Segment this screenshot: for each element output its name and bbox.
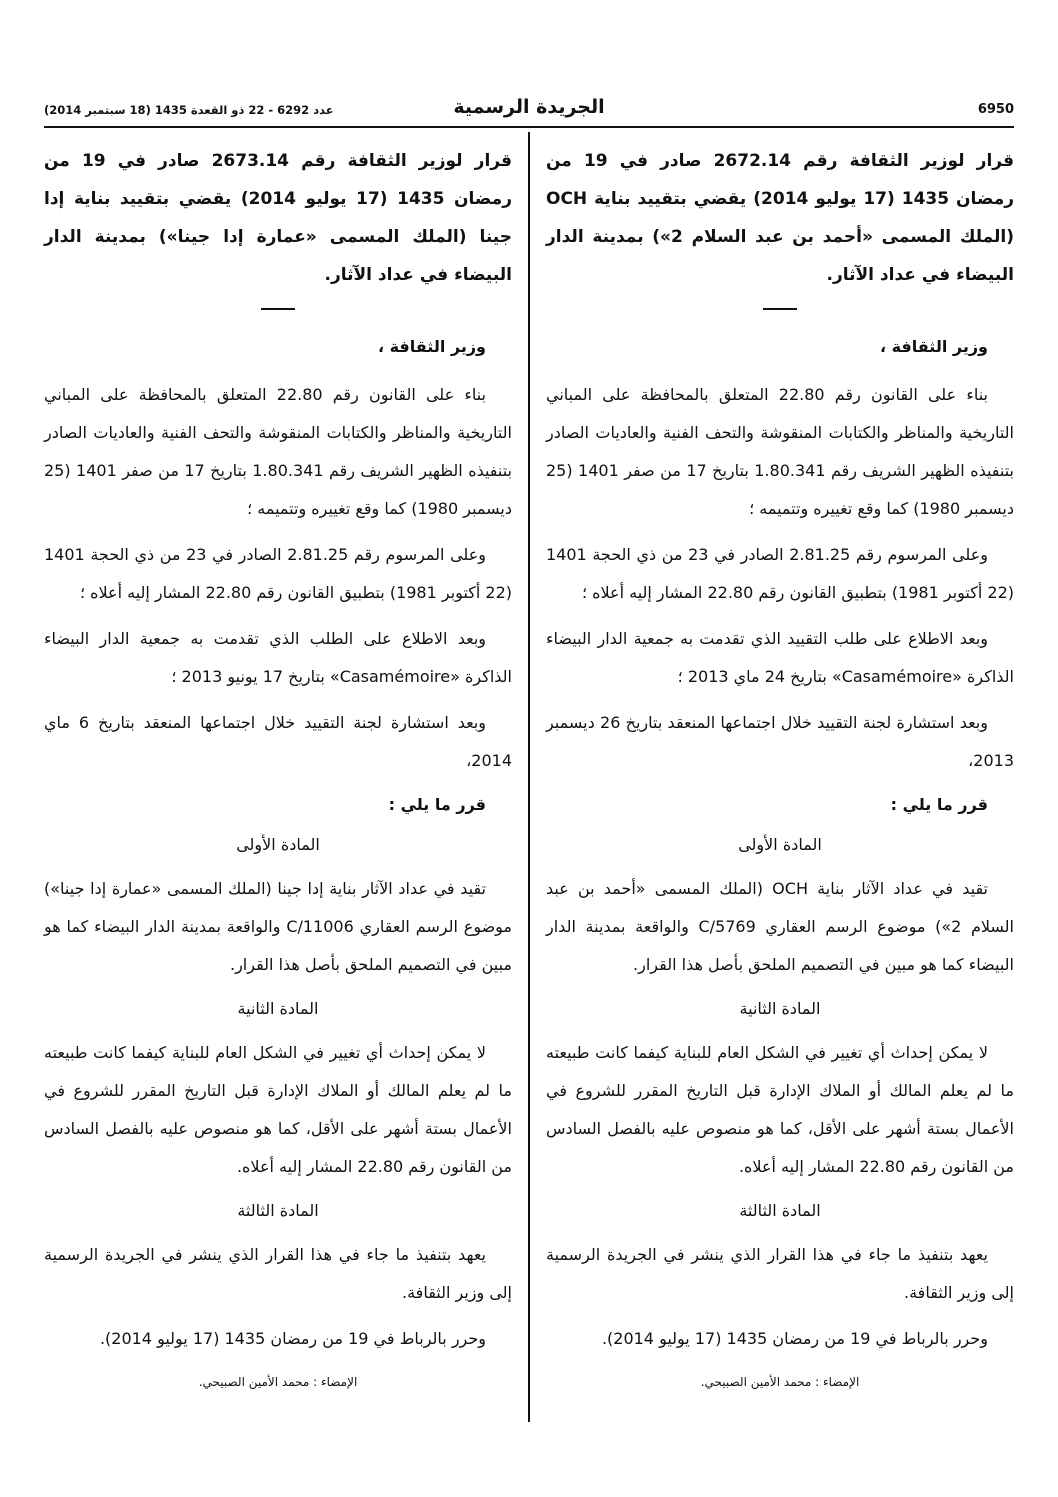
gazette-title: الجريدة الرسمية bbox=[453, 96, 605, 118]
article-2-heading: المادة الثانية bbox=[739, 999, 821, 1018]
recital-2: وعلى المرسوم رقم 2.81.25 الصادر في 23 من ذي الحجة 1401 (22 أكتوبر 1981) بتطبيق القانون رقم 22.80 المشار إليه أعلاه ؛ bbox=[44, 545, 512, 602]
decree-title: قرار لوزير الثقافة رقم 2673.14 صادر في 19 من رمضان 1435 (17 يوليو 2014) يقضي بتقييد بناية إدا جينا (الملك المسمى «عمارة إدا جينا») بمدينة الدار البيضاء في عداد الآثار. bbox=[44, 151, 512, 285]
decree-title: قرار لوزير الثقافة رقم 2672.14 صادر في 19 من رمضان 1435 (17 يوليو 2014) يقضي بتقييد بناية OCH (الملك المسمى «أحمد بن عبد السلام 2») بمدينة الدار البيضاء في عداد الآثار. bbox=[546, 151, 1015, 285]
article-3-heading: المادة الثالثة bbox=[237, 1201, 319, 1220]
title-separator bbox=[763, 308, 797, 310]
date-line: وحرر بالرباط في 19 من رمضان 1435 (17 يوليو 2014). bbox=[601, 1329, 988, 1348]
date-line: وحرر بالرباط في 19 من رمضان 1435 (17 يوليو 2014). bbox=[99, 1329, 486, 1348]
minister-line: وزير الثقافة ، bbox=[377, 337, 486, 356]
signature: الإمضاء : محمد الأمين الصبيحي. bbox=[700, 1375, 860, 1389]
decided-line: قرر ما يلي : bbox=[388, 795, 486, 814]
article-1-text: تقيد في عداد الآثار بناية OCH (الملك المسمى «أحمد بن عبد السلام 2») موضوع الرسم العقاري C/5769 والواقعة بمدينة الدار البيضاء كما هو مبين في التصميم الملحق بأصل هذا القرار. bbox=[546, 879, 1014, 974]
article-2-text: لا يمكن إحداث أي تغيير في الشكل العام للبناية كيفما كانت طبيعته ما لم يعلم المالك أو الملاك الإدارة قبل التاريخ المقرر للشروع في الأعمال بستة أشهر على الأقل، كما هو منصوص عليه بالفصل السادس من القانون رقم 22.80 المشار إليه أعلاه. bbox=[44, 1043, 512, 1176]
decided-line: قرر ما يلي : bbox=[890, 795, 988, 814]
article-3-heading: المادة الثالثة bbox=[739, 1201, 821, 1220]
header-rule bbox=[44, 126, 1014, 128]
recital-3: وبعد الاطلاع على طلب التقييد الذي تقدمت به جمعية الدار البيضاء الذاكرة «Casamémoire» بتاريخ 24 ماي 2013 ؛ bbox=[546, 629, 1014, 686]
article-1-text: تقيد في عداد الآثار بناية إدا جينا (الملك المسمى «عمارة إدا جينا») موضوع الرسم العقاري C/11006 والواقعة بمدينة الدار البيضاء كما هو مبين في التصميم الملحق بأصل هذا القرار. bbox=[44, 879, 513, 974]
article-2-heading: المادة الثانية bbox=[237, 999, 319, 1018]
article-1-heading: المادة الأولى bbox=[738, 835, 822, 854]
article-2-text: لا يمكن إحداث أي تغيير في الشكل العام للبناية كيفما كانت طبيعته ما لم يعلم المالك أو الملاك الإدارة قبل التاريخ المقرر للشروع في الأعمال بستة أشهر على الأقل، كما هو منصوص عليه بالفصل السادس من القانون رقم 22.80 المشار إليه أعلاه. bbox=[546, 1043, 1014, 1176]
minister-line: وزير الثقافة ، bbox=[879, 337, 988, 356]
page-header bbox=[44, 96, 1014, 126]
title-separator bbox=[261, 308, 295, 310]
column-divider bbox=[528, 132, 530, 1422]
recital-4: وبعد استشارة لجنة التقييد خلال اجتماعها المنعقد بتاريخ 6 ماي 2014، bbox=[44, 713, 512, 770]
recital-4: وبعد استشارة لجنة التقييد خلال اجتماعها المنعقد بتاريخ 26 ديسمبر 2013، bbox=[546, 713, 1014, 770]
page-number: 6950 bbox=[977, 102, 1014, 117]
recital-3: وبعد الاطلاع على الطلب الذي تقدمت به جمعية الدار البيضاء الذاكرة «Casamémoire» بتاريخ 17 يونيو 2013 ؛ bbox=[44, 629, 512, 686]
article-3-text: يعهد بتنفيذ ما جاء في هذا القرار الذي ينشر في الجريدة الرسمية إلى وزير الثقافة. bbox=[44, 1245, 512, 1302]
recital-1: بناء على القانون رقم 22.80 المتعلق بالمحافظة على المباني التاريخية والمناظر والكتابات المنقوشة والتحف الفنية والعاديات الصادر بتنفيذه الظهير الشريف رقم 1.80.341 بتاريخ 17 من صفر 1401 (25 ديسمبر 1980) كما وقع تغييره وتتميمه ؛ bbox=[546, 385, 1015, 518]
recital-1: بناء على القانون رقم 22.80 المتعلق بالمحافظة على المباني التاريخية والمناظر والكتابات المنقوشة والتحف الفنية والعاديات الصادر بتنفيذه الظهير الشريف رقم 1.80.341 بتاريخ 17 من صفر 1401 (25 ديسمبر 1980) كما وقع تغييره وتتميمه ؛ bbox=[44, 385, 513, 518]
recital-2: وعلى المرسوم رقم 2.81.25 الصادر في 23 من ذي الحجة 1401 (22 أكتوبر 1981) بتطبيق القانون رقم 22.80 المشار إليه أعلاه ؛ bbox=[546, 545, 1014, 602]
signature: الإمضاء : محمد الأمين الصبيحي. bbox=[198, 1375, 358, 1389]
decree-column-right bbox=[546, 142, 1014, 1392]
article-1-heading: المادة الأولى bbox=[236, 835, 320, 854]
article-3-text: يعهد بتنفيذ ما جاء في هذا القرار الذي ينشر في الجريدة الرسمية إلى وزير الثقافة. bbox=[546, 1245, 1014, 1302]
decree-column-left bbox=[44, 142, 512, 1392]
issue-info: عدد 6292 - 22 ذو القعدة 1435 (18 سبتمبر 2014) bbox=[44, 103, 334, 117]
